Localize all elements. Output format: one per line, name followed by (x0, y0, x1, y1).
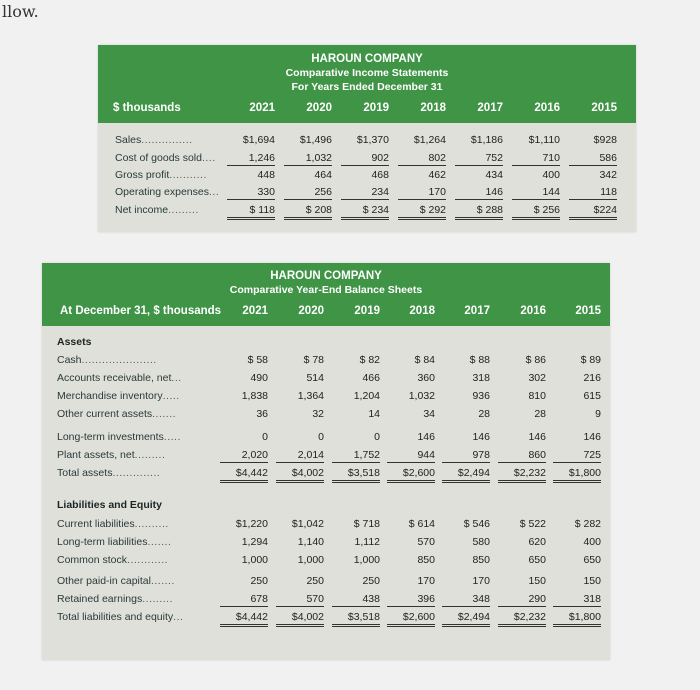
liability-cell: $3,518 (332, 612, 380, 627)
balance-subtitle: Comparative Year-End Balance Sheets (229, 284, 423, 296)
row-leader-dots: .............. (112, 467, 161, 479)
balance-year-header: 2018 (409, 305, 435, 317)
income-cell: $1,110 (528, 134, 560, 146)
liability-cell: 1,140 (297, 536, 324, 548)
liability-cell: 250 (362, 575, 380, 587)
asset-cell: 2,014 (276, 450, 324, 463)
liability-cell: 1,000 (241, 554, 268, 566)
liability-cell: $ 522 (519, 518, 546, 530)
balance-units-label: At December 31, $ thousands (60, 305, 222, 317)
balance-year-header: 2021 (242, 305, 268, 317)
income-cell: $ 208 (284, 205, 332, 220)
row-label-text: Retained earnings (57, 593, 143, 605)
income-row-label (115, 170, 207, 181)
liability-cell: 1,000 (297, 554, 324, 566)
row-label-text: Accounts receivable, net (57, 372, 172, 384)
income-cell: 330 (227, 187, 275, 200)
income-units-label: $ thousands (113, 102, 181, 114)
row-leader-dots: ......... (142, 593, 173, 605)
asset-cell: 360 (417, 372, 435, 384)
liability-cell: $2,494 (442, 612, 490, 627)
income-cell: $928 (593, 134, 617, 146)
income-cell: 448 (257, 169, 275, 181)
liability-cell: 318 (553, 594, 601, 607)
liability-cell: $ 282 (574, 518, 601, 530)
liability-cell: 150 (583, 575, 601, 587)
income-cell: $ 288 (455, 205, 503, 220)
asset-cell: 978 (442, 450, 490, 463)
asset-cell: 0 (262, 431, 268, 443)
row-label-text: Long-term liabilities (57, 536, 148, 548)
income-cell: 1,246 (227, 153, 275, 166)
balance-year-header: 2017 (464, 305, 490, 317)
income-cell: 1,032 (284, 153, 332, 166)
liability-cell: 400 (583, 536, 601, 548)
income-cell: $ 234 (341, 205, 389, 220)
income-cell: $1,496 (299, 134, 332, 146)
liability-cell: 620 (528, 536, 546, 548)
row-label-text: Common stock (57, 554, 128, 566)
asset-cell: 0 (374, 431, 380, 443)
asset-cell: 1,838 (241, 390, 268, 402)
row-label-text: Net income (115, 204, 169, 216)
row-label-text: Total assets (57, 467, 113, 479)
asset-cell: 302 (528, 372, 546, 384)
balance-company-title: HAROUN COMPANY (270, 270, 382, 282)
liability-cell: 850 (417, 554, 435, 566)
asset-cell: 725 (553, 450, 601, 463)
balance-sheet-table (42, 263, 610, 660)
asset-cell: 34 (423, 408, 435, 420)
liability-row-label (57, 576, 175, 587)
page-text-fragment: llow. (2, 2, 39, 21)
asset-cell: $3,518 (332, 468, 380, 483)
row-label-text: Plant assets, net (57, 449, 135, 461)
row-label-text: Operating expenses (115, 186, 209, 198)
row-label-text: Other current assets (57, 408, 153, 420)
asset-row-label (57, 409, 176, 420)
liability-cell: 348 (442, 594, 490, 607)
row-leader-dots: ......... (134, 449, 166, 461)
liability-cell: 570 (276, 594, 324, 607)
asset-cell: 146 (472, 431, 490, 443)
row-leader-dots: .... (201, 152, 216, 164)
income-cell: 586 (569, 153, 617, 166)
liability-cell: $1,042 (291, 518, 324, 530)
liability-row-label (57, 612, 183, 623)
income-year-header: 2019 (363, 102, 389, 114)
liability-cell: 650 (583, 554, 601, 566)
income-company-title: HAROUN COMPANY (311, 53, 423, 65)
asset-cell: 146 (528, 431, 546, 443)
asset-cell: $ 82 (359, 354, 380, 366)
liability-row-label (57, 519, 169, 530)
income-cell: 468 (371, 169, 389, 181)
asset-cell: 36 (256, 408, 268, 420)
income-year-header: 2018 (420, 102, 446, 114)
row-leader-dots: ....... (147, 536, 172, 548)
income-row-label (115, 135, 193, 146)
liability-cell: $1,220 (235, 518, 268, 530)
income-cell: 464 (314, 169, 332, 181)
income-year-header: 2016 (534, 102, 560, 114)
asset-row-label (57, 450, 165, 461)
liability-cell: 580 (472, 536, 490, 548)
liability-cell: 250 (250, 575, 268, 587)
liability-cell: $1,800 (553, 612, 601, 627)
row-leader-dots: ............ (127, 554, 169, 566)
income-cell: 752 (455, 153, 503, 166)
row-leader-dots: ....... (152, 408, 177, 420)
liability-cell: 438 (332, 594, 380, 607)
asset-cell: $1,800 (553, 468, 601, 483)
liability-cell: 170 (417, 575, 435, 587)
liability-cell: $ 614 (408, 518, 435, 530)
income-year-header: 2021 (249, 102, 275, 114)
asset-row-label (57, 468, 160, 479)
balance-year-header: 2016 (520, 305, 546, 317)
asset-cell: $ 78 (303, 354, 324, 366)
asset-cell: 2,020 (220, 450, 268, 463)
asset-cell: $ 58 (247, 354, 268, 366)
liability-cell: 1,112 (354, 536, 380, 548)
row-leader-dots: ...................... (81, 354, 157, 366)
income-cell: 462 (428, 169, 446, 181)
asset-row-label (57, 432, 181, 443)
asset-cell: 1,032 (408, 390, 435, 402)
asset-cell: 615 (583, 390, 601, 402)
asset-cell: $4,442 (220, 468, 268, 483)
row-leader-dots: ..... (163, 431, 181, 443)
income-cell: $ 292 (398, 205, 446, 220)
asset-cell: 9 (595, 408, 601, 420)
asset-row-label (57, 391, 180, 402)
row-label-text: Cost of goods sold (115, 152, 202, 164)
asset-cell: 0 (318, 431, 324, 443)
liability-row-label (57, 537, 171, 548)
liability-cell: 678 (220, 594, 268, 607)
asset-cell: $4,002 (276, 468, 324, 483)
row-leader-dots: ..... (162, 390, 180, 402)
income-cell: $1,694 (242, 134, 275, 146)
asset-cell: $ 86 (525, 354, 546, 366)
liability-cell: $4,442 (220, 612, 268, 627)
asset-cell: 216 (583, 372, 601, 384)
liability-cell: 150 (528, 575, 546, 587)
asset-cell: 28 (534, 408, 546, 420)
asset-cell: $ 88 (469, 354, 490, 366)
asset-cell: 514 (306, 372, 324, 384)
asset-cell: 466 (362, 372, 380, 384)
income-row-label (115, 205, 199, 216)
income-cell: 710 (512, 153, 560, 166)
income-cell: 234 (341, 187, 389, 200)
income-cell: $1,186 (470, 134, 503, 146)
liability-cell: 570 (417, 536, 435, 548)
asset-cell: 1,204 (353, 390, 380, 402)
row-leader-dots: ... (171, 372, 182, 384)
row-leader-dots: ... (173, 611, 184, 623)
income-cell: 902 (341, 153, 389, 166)
income-period: For Years Ended December 31 (291, 81, 443, 93)
row-label-text: Current liabilities (57, 518, 135, 530)
liability-cell: 1,000 (353, 554, 380, 566)
liability-cell: $2,600 (387, 612, 435, 627)
balance-year-header: 2019 (354, 305, 380, 317)
income-row-label (115, 153, 216, 164)
row-label-text: Merchandise inventory (57, 390, 163, 402)
asset-cell: $2,600 (387, 468, 435, 483)
income-cell: $224 (569, 205, 617, 220)
asset-cell: $ 89 (580, 354, 601, 366)
income-cell: 144 (512, 187, 560, 200)
asset-cell: 318 (472, 372, 490, 384)
asset-cell: 1,364 (297, 390, 324, 402)
liability-row-label (57, 594, 173, 605)
income-cell: $1,370 (356, 134, 389, 146)
asset-cell: 810 (528, 390, 546, 402)
asset-cell: 146 (417, 431, 435, 443)
asset-cell: 860 (498, 450, 546, 463)
row-leader-dots: ....... (150, 575, 175, 587)
income-cell: 342 (599, 169, 617, 181)
asset-cell: 14 (368, 408, 380, 420)
income-year-header: 2017 (477, 102, 503, 114)
row-leader-dots: ... (208, 186, 220, 198)
income-cell: 146 (455, 187, 503, 200)
asset-row-label (57, 355, 157, 366)
income-cell: 434 (485, 169, 503, 181)
liability-cell: $4,002 (276, 612, 324, 627)
income-cell: 118 (569, 187, 617, 200)
asset-row-label (57, 373, 182, 384)
liability-cell: $ 546 (463, 518, 490, 530)
liability-cell: 1,294 (241, 536, 268, 548)
balance-year-header: 2020 (298, 305, 324, 317)
liability-cell: 850 (472, 554, 490, 566)
income-subtitle: Comparative Income Statements (285, 67, 449, 79)
income-year-header: 2015 (591, 102, 617, 114)
liability-cell: 396 (387, 594, 435, 607)
asset-cell: 32 (312, 408, 324, 420)
row-label-text: Gross profit (115, 169, 170, 181)
row-label-text: Total liabilities and equity (57, 611, 174, 623)
income-year-header: 2020 (306, 102, 332, 114)
liability-cell: 170 (472, 575, 490, 587)
liability-cell: 250 (306, 575, 324, 587)
liability-cell: 290 (498, 594, 546, 607)
asset-cell: $ 84 (414, 354, 435, 366)
liability-cell: $ 718 (353, 518, 380, 530)
income-cell: 170 (398, 187, 446, 200)
income-cell: $ 256 (512, 205, 560, 220)
liability-row-label (57, 555, 168, 566)
asset-cell: 944 (387, 450, 435, 463)
asset-cell: 1,752 (332, 450, 380, 463)
asset-cell: $2,494 (442, 468, 490, 483)
asset-cell: 490 (250, 372, 268, 384)
income-cell: $1,264 (413, 134, 446, 146)
liabilities-equity-heading: Liabilities and Equity (57, 499, 163, 511)
liability-cell: $2,232 (498, 612, 546, 627)
row-label-text: Sales (115, 134, 142, 146)
asset-cell: 936 (472, 390, 490, 402)
income-row-label (115, 187, 219, 198)
income-cell: 400 (542, 169, 560, 181)
row-label-text: Other paid-in capital (57, 575, 151, 587)
liability-cell: 650 (528, 554, 546, 566)
asset-cell: 146 (583, 431, 601, 443)
assets-heading: Assets (57, 336, 92, 348)
row-label-text: Long-term investments (57, 431, 164, 443)
asset-cell: $2,232 (498, 468, 546, 483)
income-cell: 256 (284, 187, 332, 200)
row-label-text: Cash (57, 354, 82, 366)
row-leader-dots: ........... (169, 169, 207, 181)
income-statement-table (98, 45, 636, 232)
balance-year-header: 2015 (575, 305, 601, 317)
income-cell: $ 118 (227, 205, 275, 220)
income-cell: 802 (398, 153, 446, 166)
row-leader-dots: ......... (168, 204, 199, 216)
asset-cell: 28 (478, 408, 490, 420)
row-leader-dots: .......... (134, 518, 169, 530)
row-leader-dots: ............... (141, 134, 193, 146)
